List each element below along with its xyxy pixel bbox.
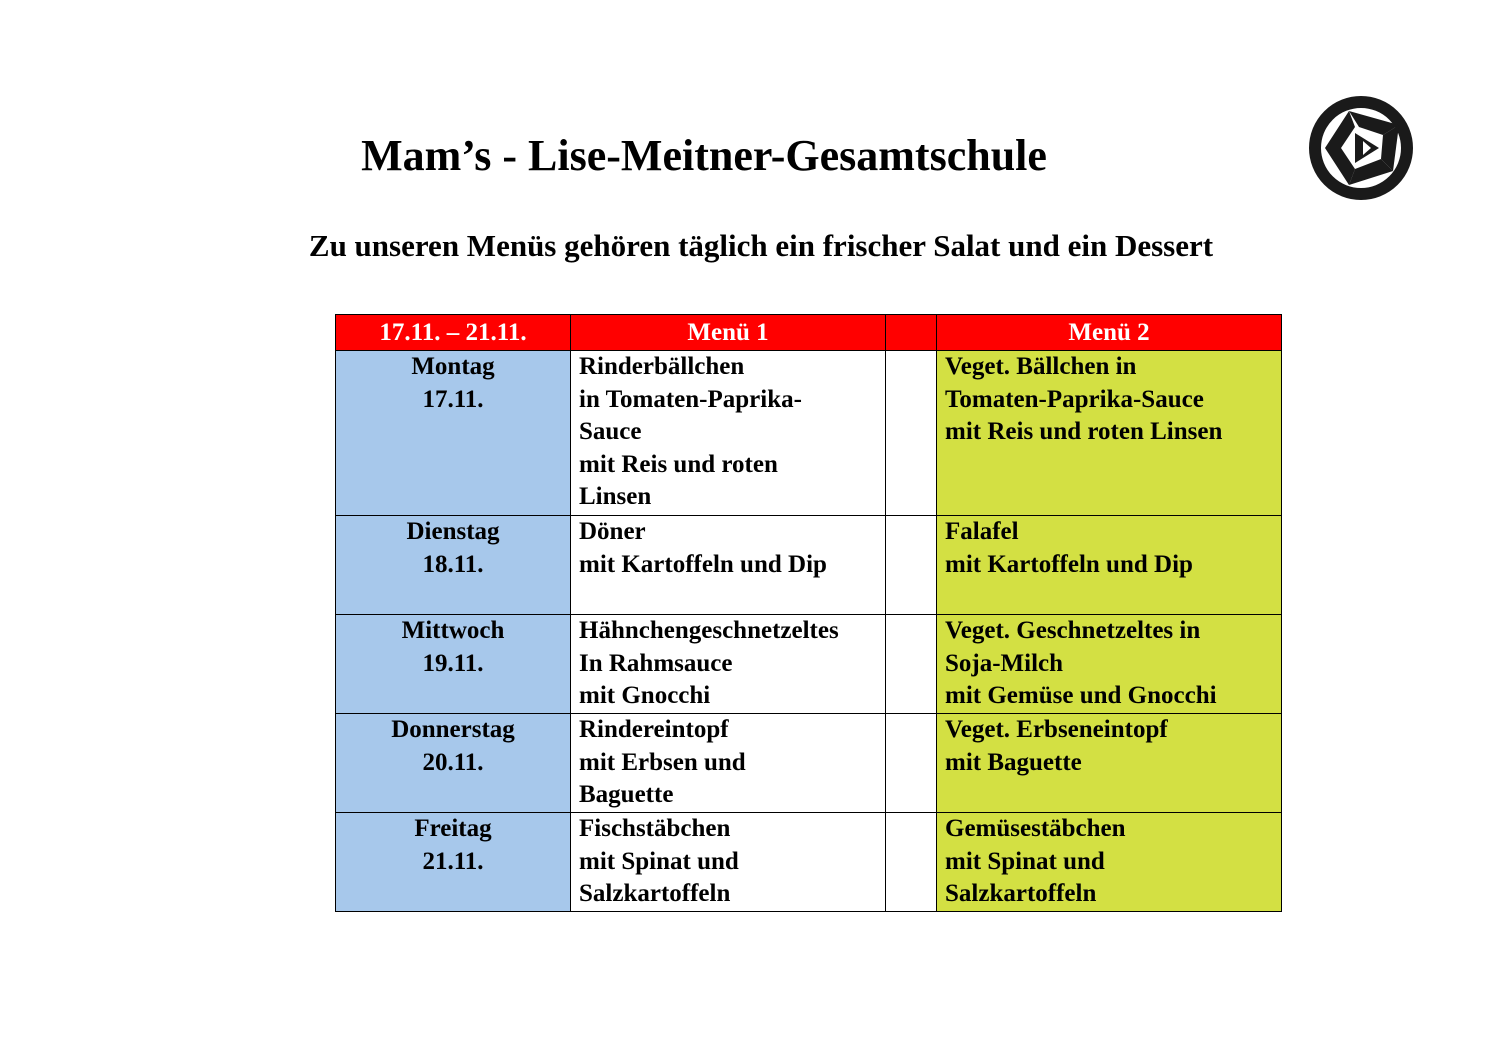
table-row xyxy=(336,714,1282,813)
menu2-line: Veget. Bällchen in xyxy=(945,353,1137,380)
day-date: 21.11. xyxy=(422,847,484,875)
menu1-cell xyxy=(571,813,886,912)
menu1-line: mit Gnocchi xyxy=(579,682,711,710)
menu1-line: mit Spinat und xyxy=(579,847,739,875)
menu2-line: Salzkartoffeln xyxy=(945,880,1097,908)
menu1-cell xyxy=(571,351,886,516)
menu1-line: Hähnchengeschnetzeltes xyxy=(579,617,839,644)
menu1-line: Sauce xyxy=(579,418,642,446)
menu1-line: mit Erbsen und xyxy=(579,748,746,776)
menu2-cell xyxy=(937,813,1282,912)
day-cell xyxy=(336,813,571,912)
table-row xyxy=(336,615,1282,714)
menu2-cell xyxy=(937,714,1282,813)
header-gap xyxy=(886,315,937,351)
menu1-line: Linsen xyxy=(579,483,652,511)
table-row xyxy=(336,516,1282,615)
menu2-line: Soja-Milch xyxy=(945,649,1064,677)
menu1-line: Salzkartoffeln xyxy=(579,880,731,908)
menu1-line: Rindereintopf xyxy=(579,716,729,743)
day-date: 18.11. xyxy=(422,550,484,578)
header-date-range: 17.11. – 21.11. xyxy=(336,315,571,351)
menu2-cell xyxy=(937,516,1282,615)
gap-cell xyxy=(886,516,937,615)
menu1-line: Baguette xyxy=(579,781,674,809)
gap-cell xyxy=(886,813,937,912)
day-date: 20.11. xyxy=(422,748,484,776)
header-menu-2: Menü 2 xyxy=(937,315,1282,351)
menu1-line: In Rahmsauce xyxy=(579,649,733,677)
menu1-line: in Tomaten-Paprika- xyxy=(579,385,802,413)
day-cell xyxy=(336,516,571,615)
gap-cell xyxy=(886,714,937,813)
menu2-line: mit Kartoffeln und Dip xyxy=(945,550,1193,578)
school-logo-icon xyxy=(1303,93,1419,203)
menu1-cell xyxy=(571,714,886,813)
page-title: Mam’s - Lise-Meitner-Gesamtschule xyxy=(361,131,1047,180)
day-date: 17.11. xyxy=(422,385,484,413)
menu2-line: mit Gemüse und Gnocchi xyxy=(945,682,1217,710)
menu2-line: mit Reis und roten Linsen xyxy=(945,418,1223,446)
menu2-cell xyxy=(937,615,1282,714)
table-header-row xyxy=(336,315,1282,351)
gap-cell xyxy=(886,351,937,516)
menu2-line: Veget. Erbseneintopf xyxy=(945,716,1168,743)
table-row xyxy=(336,813,1282,912)
day-cell xyxy=(336,615,571,714)
menu2-line: Gemüsestäbchen xyxy=(945,815,1126,842)
gap-cell xyxy=(886,615,937,714)
menu1-line: Fischstäbchen xyxy=(579,815,731,842)
day-name: Donnerstag xyxy=(391,716,515,743)
menu1-cell xyxy=(571,615,886,714)
menu1-line: mit Kartoffeln und Dip xyxy=(579,550,827,578)
menu1-line: Rinderbällchen xyxy=(579,353,745,380)
day-name: Freitag xyxy=(414,815,492,842)
menu1-line: mit Reis und roten xyxy=(579,450,778,478)
day-cell xyxy=(336,351,571,516)
day-date: 19.11. xyxy=(422,649,484,677)
menu2-line: mit Baguette xyxy=(945,748,1082,776)
day-name: Montag xyxy=(411,353,495,380)
menu2-line: mit Spinat und xyxy=(945,847,1105,875)
day-name: Mittwoch xyxy=(401,617,505,644)
header-menu-1: Menü 1 xyxy=(571,315,886,351)
menu-table xyxy=(335,314,1282,912)
day-cell xyxy=(336,714,571,813)
table-row xyxy=(336,351,1282,516)
menu2-line: Falafel xyxy=(945,518,1019,545)
menu2-line: Tomaten-Paprika-Sauce xyxy=(945,385,1204,413)
menu2-line: Veget. Geschnetzeltes in xyxy=(945,617,1201,644)
menu2-cell xyxy=(937,351,1282,516)
day-name: Dienstag xyxy=(406,518,500,545)
menu1-cell xyxy=(571,516,886,615)
menu1-line: Döner xyxy=(579,518,646,545)
page-subtitle: Zu unseren Menüs gehören täglich ein frischer Salat und ein Dessert xyxy=(308,228,1214,263)
